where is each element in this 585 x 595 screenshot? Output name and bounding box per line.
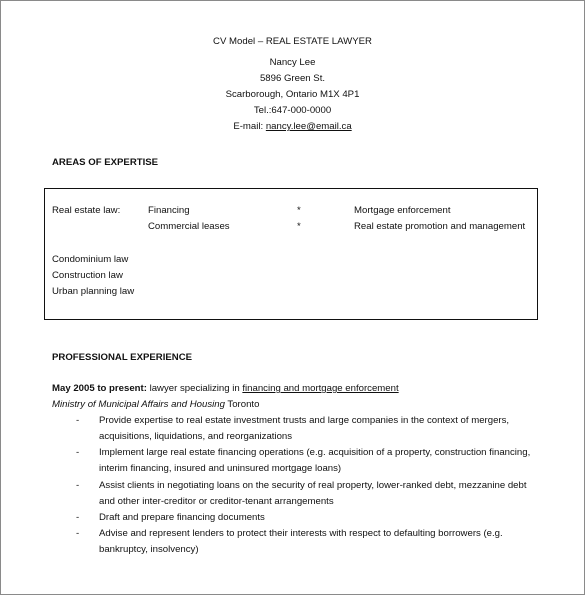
applicant-name: Nancy Lee: [269, 57, 316, 68]
expertise-category: Real estate law:: [52, 205, 121, 216]
expertise-commercial-leases: Commercial leases: [148, 221, 230, 232]
bullet-3-line-2: and other inter-creditor or creditor-tenant arrangements: [99, 496, 334, 507]
telephone: Tel.:647-000-0000: [253, 105, 332, 116]
email-label: E-mail:: [233, 121, 266, 132]
bullet-1-line-2: acquisitions, liquidations, and reorganizations: [99, 431, 293, 442]
bullet-3-line-1: Assist clients in negotiating loans on the security of real property, lower-ranked debt, mezzanine debt: [99, 480, 527, 491]
email-link[interactable]: nancy.lee@email.ca: [265, 121, 352, 132]
expertise-urban-planning-law: Urban planning law: [52, 286, 135, 297]
expertise-heading: AREAS OF EXPERTISE: [52, 157, 159, 168]
bullet-dash: -: [76, 528, 80, 539]
experience-heading: PROFESSIONAL EXPERIENCE: [52, 352, 193, 363]
expertise-mortgage-enforcement: Mortgage enforcement: [354, 205, 451, 216]
expertise-construction-law: Construction law: [52, 270, 123, 281]
expertise-financing: Financing: [148, 205, 190, 216]
bullet-4-line-1: Draft and prepare financing documents: [99, 512, 265, 523]
street-address: 5896 Green St.: [259, 73, 326, 84]
bullet-5-line-1: Advise and represent lenders to protect their interests with respect to defaulting borrowers (e.g.: [99, 528, 503, 539]
bullet-dash: -: [76, 447, 80, 458]
expertise-star-1: *: [297, 205, 301, 216]
experience-employer: Ministry of Municipal Affairs and Housing: [52, 399, 225, 410]
bullet-dash: -: [76, 415, 80, 426]
bullet-5-line-2: bankruptcy, insolvency): [99, 544, 199, 555]
experience-role-focus: financing and mortgage enforcement: [242, 383, 399, 394]
expertise-real-estate-promotion: Real estate promotion and management: [354, 221, 526, 232]
bullet-2-line-1: Implement large real estate financing operations (e.g. acquisition of a property, construction financing,: [99, 447, 531, 458]
experience-period: May 2005 to present:: [52, 383, 147, 394]
experience-location: Toronto: [224, 399, 260, 410]
expertise-star-2: *: [297, 221, 301, 232]
document-title: CV Model – REAL ESTATE LAWYER: [213, 36, 372, 47]
cv-header: [0, 34, 585, 135]
bullet-1-line-1: Provide expertise to real estate investment trusts and large companies in the context of mergers,: [99, 415, 510, 426]
experience-role-prefix: lawyer specializing in: [146, 383, 243, 394]
bullet-2-line-2: interim financing, insured and uninsured mortgage loans): [99, 463, 342, 474]
expertise-condominium-law: Condominium law: [52, 254, 129, 265]
bullet-dash: -: [76, 512, 80, 523]
experience-employer-line: [52, 399, 259, 410]
email-line: [0, 119, 585, 135]
experience-role-line: [52, 383, 399, 394]
bullet-dash: -: [76, 480, 80, 491]
city-address: Scarborough, Ontario M1X 4P1: [225, 89, 360, 100]
